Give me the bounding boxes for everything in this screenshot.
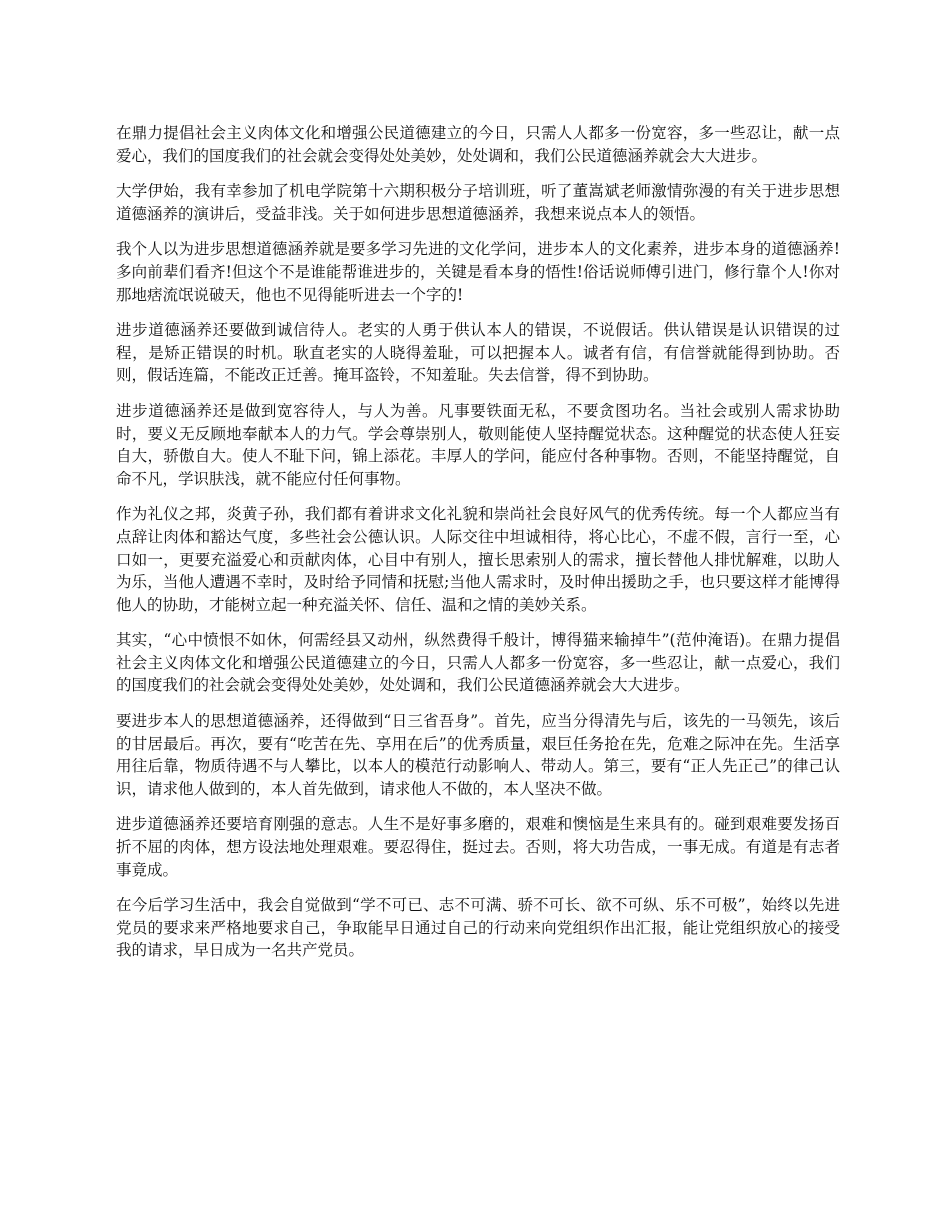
paragraph-10: 在今后学习生活中，我会自觉做到“学不可已、志不可满、骄不可长、欲不可纵、乐不可极”，始终以先进党员的要求来严格地要求自己，争取能早日通过自己的行动来向党组织作出汇报，能让党组织放心的接受我的请求，早日成为一名共产党员。 bbox=[116, 896, 840, 960]
paragraph-2: 大学伊始，我有幸参加了机电学院第十六期积极分子培训班，听了董嵩斌老师激情弥漫的有关于进步思想道德涵养的演讲后，受益非浅。关于如何进步思想道德涵养，我想来说点本人的领悟。 bbox=[116, 182, 840, 223]
paragraph-4: 进步道德涵养还要做到诚信待人。老实的人勇于供认本人的错误，不说假话。供认错误是认识错误的过程，是矫正错误的时机。耿直老实的人晓得羞耻，可以把握本人。诚者有信，有信誉就能得到协助。否则，假话连篇，不能改正迁善。掩耳盗铃，不知羞耻。失去信誉，得不到协助。 bbox=[116, 321, 840, 385]
paragraph-5: 进步道德涵养还是做到宽容待人，与人为善。凡事要铁面无私，不要贪图功名。当社会或别人需求协助时，要义无反顾地奉献本人的力气。学会尊崇别人，敬则能使人坚持醒觉状态。这种醒觉的状态使人狂妄自大，骄傲自大。使人不耻下问，锦上添花。丰厚人的学问，能应付各种事物。否则，不能坚持醒觉，自命不凡，学识肤浅，就不能应付任何事物。 bbox=[116, 401, 840, 488]
paragraph-8: 要进步本人的思想道德涵养，还得做到“日三省吾身”。首先，应当分得清先与后，该先的一马领先，该后的甘居最后。再次，要有“吃苦在先、享用在后”的优秀质量，艰巨任务抢在先，危难之际冲在先。生活享用往后靠，物质待遇不与人攀比，以本人的模范行动影响人、带动人。第三，要有“正人先正己”的律己认识，请求他人做到的，本人首先做到，请求他人不做的，本人坚决不做。 bbox=[116, 712, 840, 798]
document-body bbox=[116, 122, 840, 975]
paragraph-6: 作为礼仪之邦，炎黄子孙，我们都有着讲求文化礼貌和崇尚社会良好风气的优秀传统。每一个人都应当有点辞让肉体和豁达气度，多些社会公德认识。人际交往中坦诚相待，将心比心，不虚不假，言行一至，心口如一，更要充溢爱心和贡献肉体，心目中有别人，擅长思索别人的需求，擅长替他人排忧解难，以助人为乐，当他人遭遇不幸时，及时给予同情和抚慰;当他人需求时，及时伸出援助之手，也只要这样才能博得他人的协助，才能树立起一种充溢关怀、信任、温和之情的美妙关系。 bbox=[116, 505, 840, 614]
paragraph-7: 其实，“心中愤恨不如休，何需经县又动州，纵然费得千般计，博得猫来输掉牛”(范仲淹语)。在鼎力提倡社会主义肉体文化和增强公民道德建立的今日，只需人人都多一份宽容，多一些忍让，献一点爱心，我们的国度我们的社会就会变得处处美妙，处处调和，我们公民道德涵养就会大大进步。 bbox=[116, 631, 840, 695]
paragraph-9: 进步道德涵养还要培育刚强的意志。人生不是好事多磨的，艰难和懊恼是生来具有的。碰到艰难要发扬百折不屈的肉体，想方设法地处理艰难。要忍得住，挺过去。否则，将大功告成，一事无成。有道是有志者事竟成。 bbox=[116, 815, 840, 879]
paragraph-3: 我个人以为进步思想道德涵养就是要多学习先进的文化学问，进步本人的文化素养，进步本身的道德涵养!多向前辈们看齐!但这个不是谁能帮谁进步的，关键是看本身的悟性!俗话说师傅引进门，修行靠个人!你对那地痞流氓说破天，他也不见得能听进去一个字的! bbox=[116, 240, 840, 304]
paragraph-1: 在鼎力提倡社会主义肉体文化和增强公民道德建立的今日，只需人人都多一份宽容，多一些忍让，献一点爱心，我们的国度我们的社会就会变得处处美妙，处处调和，我们公民道德涵养就会大大进步。 bbox=[116, 124, 840, 165]
